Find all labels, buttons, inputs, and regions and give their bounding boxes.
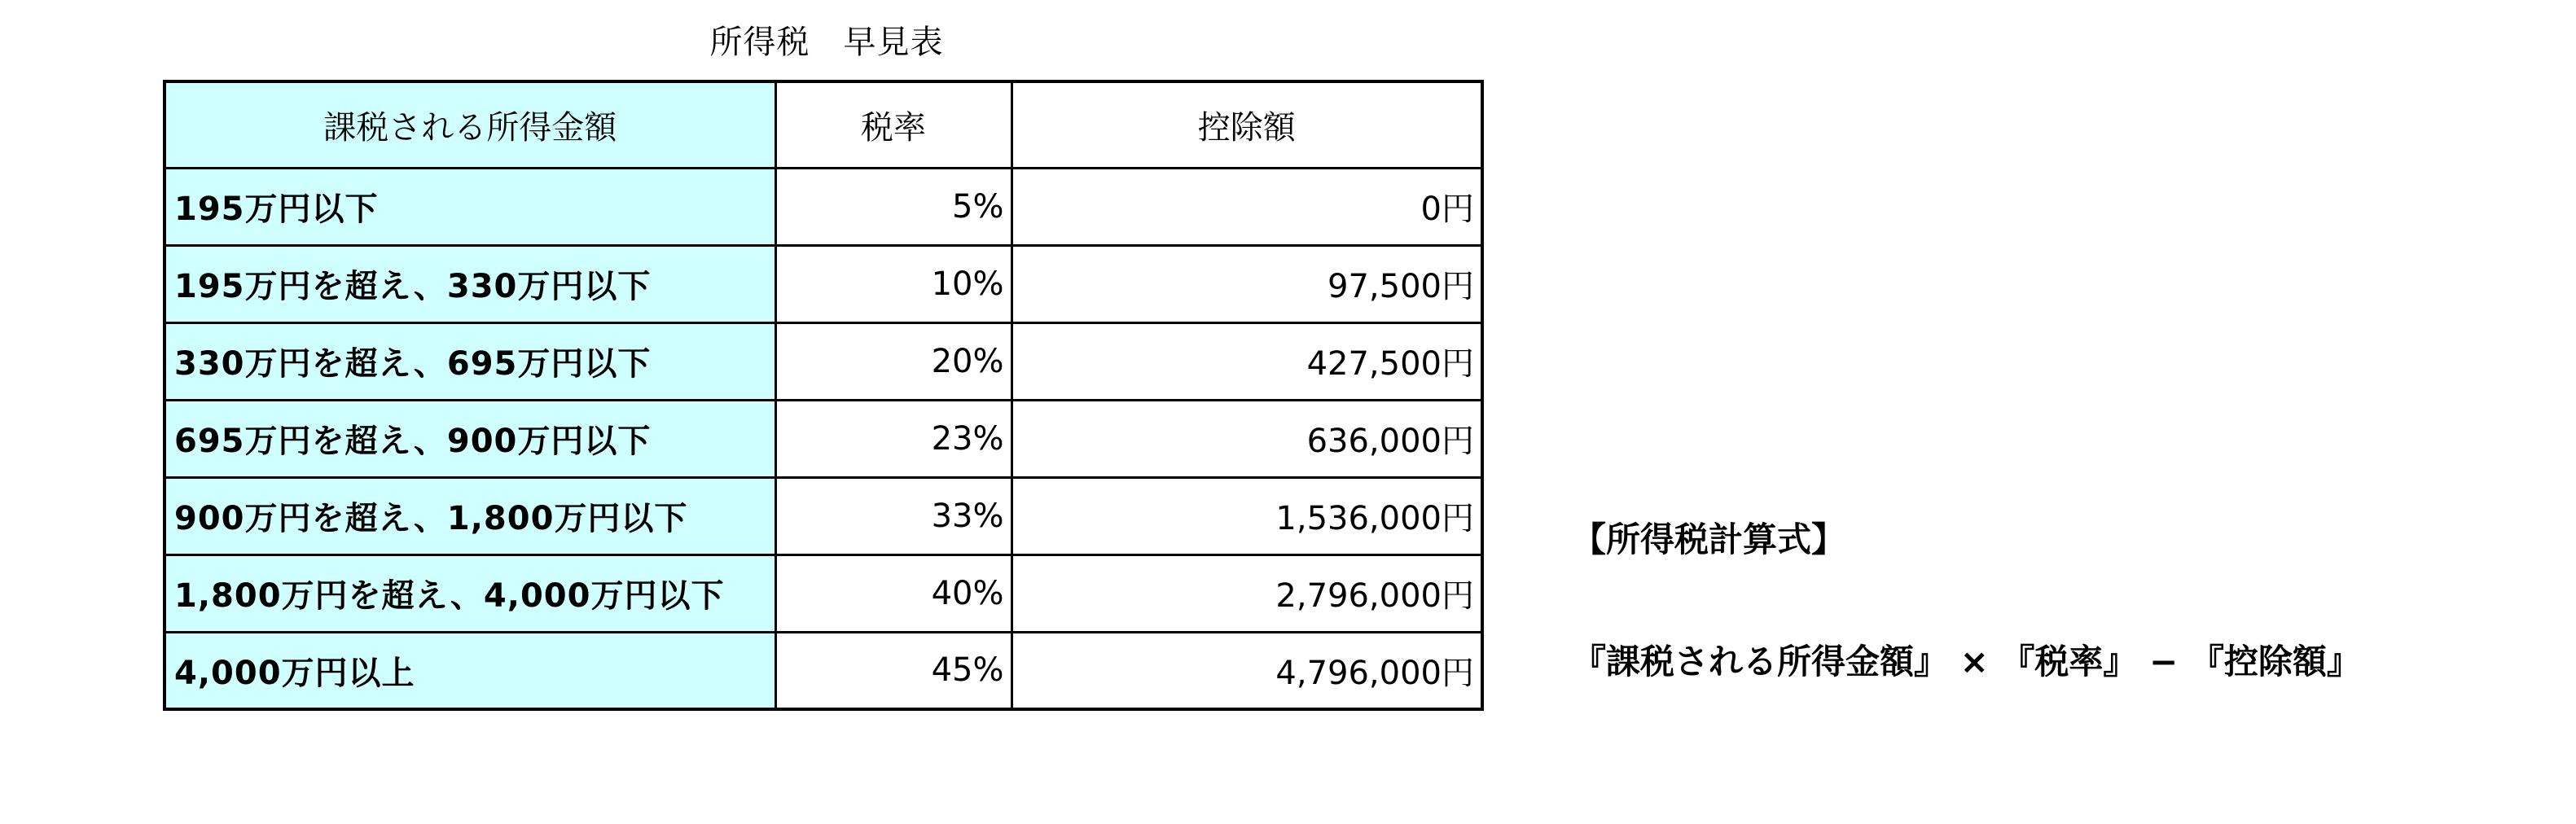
deduction-cell: 0円 xyxy=(1012,168,1482,245)
table-header-row xyxy=(165,81,1482,168)
tax-rate-cell: 10% xyxy=(775,245,1012,322)
deduction-cell: 427,500円 xyxy=(1012,322,1482,400)
formula-body: 『課税される所得金額』 × 『税率』 − 『控除額』 xyxy=(1572,642,2361,682)
tax-rate-cell: 40% xyxy=(775,554,1012,632)
income-bracket-cell: 900万円を超え、1,800万円以下 xyxy=(165,477,775,554)
header-taxable-income: 課税される所得金額 xyxy=(165,81,775,168)
header-tax-rate: 税率 xyxy=(775,81,1012,168)
tax-rate-cell: 5% xyxy=(775,168,1012,245)
income-bracket-cell: 195万円以下 xyxy=(165,168,775,245)
table-row xyxy=(165,322,1482,400)
table-row xyxy=(165,554,1482,632)
table-row xyxy=(165,632,1482,709)
tax-rate-cell: 33% xyxy=(775,477,1012,554)
income-bracket-cell: 4,000万円以上 xyxy=(165,632,775,709)
deduction-cell: 2,796,000円 xyxy=(1012,554,1482,632)
income-bracket-cell: 330万円を超え、695万円以下 xyxy=(165,322,775,400)
deduction-cell: 1,536,000円 xyxy=(1012,477,1482,554)
income-bracket-cell: 195万円を超え、330万円以下 xyxy=(165,245,775,322)
deduction-cell: 636,000円 xyxy=(1012,400,1482,477)
tax-rate-table xyxy=(163,80,1484,711)
tax-rate-cell: 23% xyxy=(775,400,1012,477)
income-bracket-cell: 1,800万円を超え、4,000万円以下 xyxy=(165,554,775,632)
table-row xyxy=(165,168,1482,245)
deduction-cell: 4,796,000円 xyxy=(1012,632,1482,709)
table-row xyxy=(165,477,1482,554)
deduction-cell: 97,500円 xyxy=(1012,245,1482,322)
table-row xyxy=(165,400,1482,477)
table-row xyxy=(165,245,1482,322)
tax-rate-cell: 45% xyxy=(775,632,1012,709)
page-title: 所得税 早見表 xyxy=(709,24,944,61)
tax-rate-cell: 20% xyxy=(775,322,1012,400)
header-deduction: 控除額 xyxy=(1012,81,1482,168)
formula-heading: 【所得税計算式】 xyxy=(1572,519,1846,559)
income-bracket-cell: 695万円を超え、900万円以下 xyxy=(165,400,775,477)
